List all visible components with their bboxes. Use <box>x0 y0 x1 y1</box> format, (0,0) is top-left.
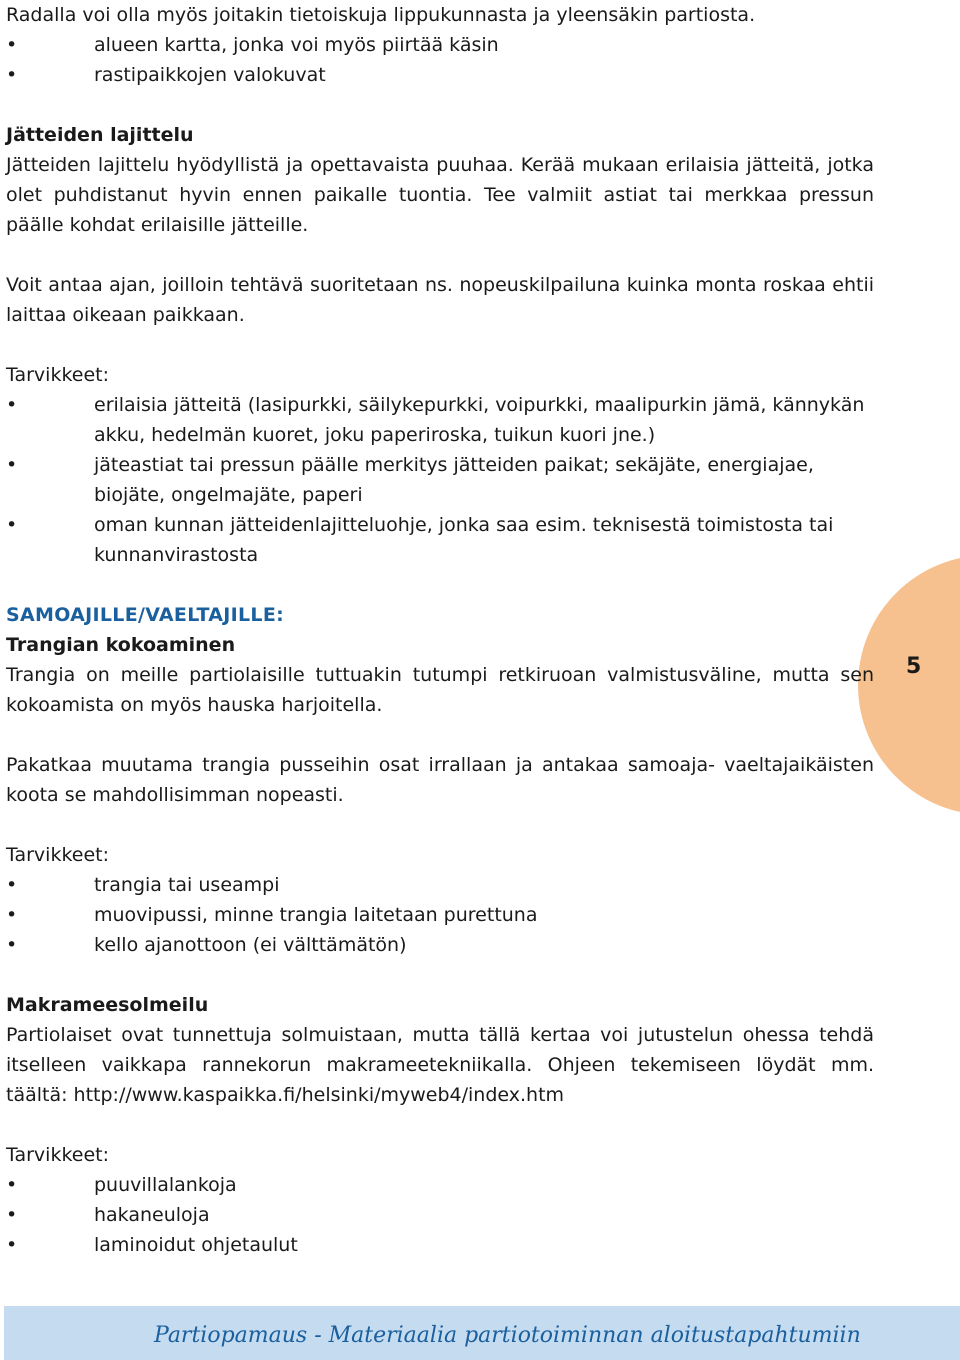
bullet-icon: • <box>6 1234 18 1256</box>
makramee-supplies-label: Tarvikkeet: <box>6 1144 109 1166</box>
list-item-text: trangia tai useampi <box>94 874 280 896</box>
bullet-icon: • <box>6 1174 18 1196</box>
page-number: 5 <box>906 654 922 679</box>
list-item <box>6 1200 874 1230</box>
list-item-text: puuvillalankoja <box>94 1174 237 1196</box>
bullet-icon: • <box>6 1204 18 1226</box>
list-item <box>6 900 874 930</box>
main-text-column <box>6 0 874 1260</box>
list-item <box>6 1230 874 1260</box>
list-item-text: erilaisia jätteitä (lasipurkki, säilykepurkki, voipurkki, maalipurkin jämä, kännykän akku, hedelmän kuoret, joku paperiroska, tuikun kuori jne.) <box>94 394 865 446</box>
list-item <box>6 390 874 450</box>
list-item <box>6 930 874 960</box>
bullet-icon: • <box>6 454 18 476</box>
list-item-text: kello ajanottoon (ei välttämätön) <box>94 934 407 956</box>
samoajat-paragraph-2: Pakatkaa muutama trangia pusseihin osat irrallaan ja antakaa samoaja- vaeltajaikäisten koota se mahdollisimman nopeasti. <box>6 754 874 806</box>
makramee-supplies-list <box>6 1170 874 1260</box>
samoajat-supplies-list <box>6 870 874 960</box>
samoajat-paragraph-1: Trangia on meille partiolaisille tuttuakin tutumpi retkiruoan valmistusväline, mutta sen kokoamista on myös hauska harjoitella. <box>6 664 874 716</box>
list-item-text: alueen kartta, jonka voi myös piirtää käsin <box>94 34 499 56</box>
list-item <box>6 30 874 60</box>
bullet-icon: • <box>6 34 18 56</box>
jatteet-paragraph-1: Jätteiden lajittelu hyödyllistä ja opettavaista puuhaa. Kerää mukaan erilaisia jätteitä, jotka olet puhdistanut hyvin ennen paikalle tuontia. Tee valmiit astiat tai merkkaa pressun päälle kohdat erilaisille jätteille. <box>6 154 874 236</box>
bullet-icon: • <box>6 514 18 536</box>
list-item <box>6 1170 874 1200</box>
list-item-text: laminoidut ohjetaulut <box>94 1234 298 1256</box>
jatteet-supplies-list <box>6 390 874 570</box>
intro-paragraph: Radalla voi olla myös joitakin tietoiskuja lippukunnasta ja yleensäkin partiosta. <box>6 4 756 26</box>
section-title-samoajille-vaeltajille: SAMOAJILLE/VAELTAJILLE: <box>6 604 284 626</box>
jatteet-supplies-label: Tarvikkeet: <box>6 364 109 386</box>
list-item-text: oman kunnan jätteidenlajitteluohje, jonka saa esim. teknisestä toimistosta tai kunnanvirastosta <box>94 514 834 566</box>
list-item <box>6 60 874 90</box>
samoajat-supplies-label: Tarvikkeet: <box>6 844 109 866</box>
bullet-icon: • <box>6 874 18 896</box>
section-heading-makrameesolmeilu: Makrameesolmeilu <box>6 994 209 1016</box>
list-item-text: jäteastiat tai pressun päälle merkitys jätteiden paikat; sekäjäte, energiajae, biojäte, ongelmajäte, paperi <box>94 454 814 506</box>
makramee-paragraph-1: Partiolaiset ovat tunnettuja solmuistaan, mutta tällä kertaa voi jutustelun ohessa tehdä itselleen vaikkapa rannekorun makrameetekniikalla. Ohjeen tekemiseen löydät mm. täältä: http://www.kaspaikka.fi/helsinki/myweb4/index.htm <box>6 1024 874 1106</box>
footer-title: Partiopamaus - Materiaalia partiotoiminnan aloitustapahtumiin <box>154 1323 861 1348</box>
bullet-icon: • <box>6 394 18 416</box>
list-item-text: rastipaikkojen valokuvat <box>94 64 326 86</box>
list-item <box>6 510 874 570</box>
list-item <box>6 450 874 510</box>
list-item <box>6 870 874 900</box>
section-heading-jatteiden-lajittelu: Jätteiden lajittelu <box>6 124 194 146</box>
bullet-icon: • <box>6 64 18 86</box>
list-item-text: hakaneuloja <box>94 1204 210 1226</box>
bullet-icon: • <box>6 934 18 956</box>
list-item-text: muovipussi, minne trangia laitetaan purettuna <box>94 904 538 926</box>
bullet-icon: • <box>6 904 18 926</box>
intro-bullet-list <box>6 30 874 90</box>
section-heading-trangian-kokoaminen: Trangian kokoaminen <box>6 634 236 656</box>
jatteet-paragraph-2: Voit antaa ajan, joilloin tehtävä suoritetaan ns. nopeuskilpailuna kuinka monta roskaa ehtii laittaa oikeaan paikkaan. <box>6 274 874 326</box>
